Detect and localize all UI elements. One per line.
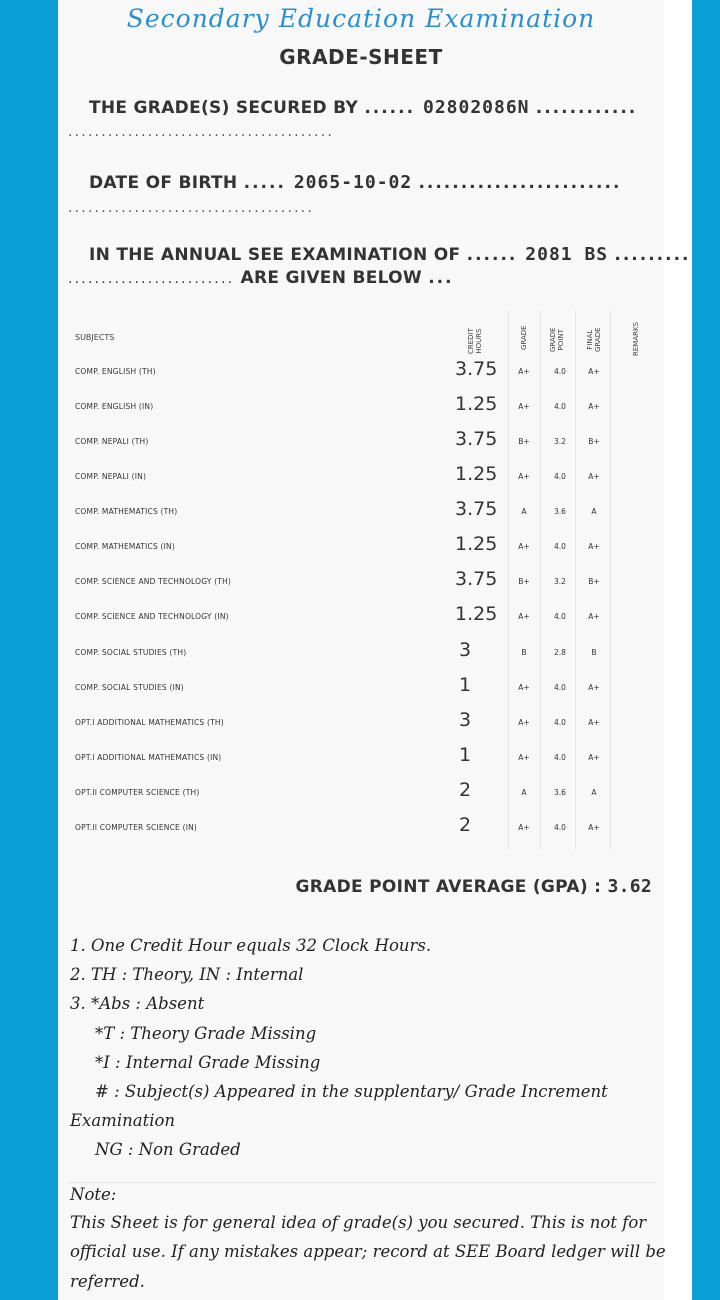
credit-hours: 1.25 [455,393,498,415]
final-grade: A+ [588,402,600,411]
header-credit-hours: CREDIT HOURS [467,328,483,354]
subject-name: COMP. ENGLISH (TH) [75,367,156,376]
dotted-line: ........................................ [68,124,335,140]
subject-name: COMP. SOCIAL STUDIES (TH) [75,648,187,657]
grade-point: 4.0 [554,472,566,481]
grade-point: 4.0 [554,542,566,551]
grade: A+ [518,823,530,832]
note-item: 1. One Credit Hour equals 32 Clock Hours. [70,936,432,955]
note-item: Examination [70,1111,176,1130]
credit-hours: 3.75 [455,568,498,590]
subject-name: OPT.II COMPUTER SCIENCE (IN) [75,823,198,832]
credit-hours: 1.25 [455,463,498,485]
final-grade: A [591,788,597,797]
final-grade: A+ [588,753,600,762]
grade-point: 4.0 [554,402,566,411]
credit-hours: 3.75 [455,498,498,520]
symbol-number: 02802086N [422,97,530,118]
table-row [58,671,664,706]
note-item: 2. TH : Theory, IN : Internal [70,965,304,984]
dotted-line: ..................................... [68,200,315,216]
credit-hours: 1.25 [455,533,498,555]
note-item: NG : Non Graded [95,1140,241,1159]
secured-by-label: THE GRADE(S) SECURED BY [89,98,359,118]
header-remarks: REMARKS [632,321,640,356]
subject-name: COMP. MATHEMATICS (IN) [75,542,175,551]
subject-name: COMP. ENGLISH (IN) [75,402,154,411]
subject-name: COMP. NEPALI (IN) [75,472,147,481]
credit-hours: 2 [459,779,472,801]
subject-name: COMP. MATHEMATICS (TH) [75,507,178,516]
exam-label: IN THE ANNUAL SEE EXAMINATION OF [89,245,461,265]
grade-point: 4.0 [554,718,566,727]
credit-hours: 3 [459,639,472,661]
grade: A+ [518,402,530,411]
subject-name: COMP. SCIENCE AND TECHNOLOGY (IN) [75,612,229,621]
final-grade: B+ [588,577,600,586]
final-grade: A+ [588,472,600,481]
given-below-label: ARE GIVEN BELOW [240,268,422,288]
credit-hours: 1 [459,744,472,766]
grade-point: 3.6 [554,507,566,516]
final-grade: A+ [588,823,600,832]
page-subtitle: GRADE-SHEET [279,45,443,69]
grade: A+ [518,472,530,481]
dob-value: 2065-10-02 [293,172,413,193]
right-border [664,0,692,1300]
grade-point: 3.2 [554,577,566,586]
grade-point: 4.0 [554,683,566,692]
dob-label: DATE OF BIRTH [89,173,238,193]
subject-name: COMP. SOCIAL STUDIES (IN) [75,683,184,692]
grade: A+ [518,753,530,762]
grade-point: 2.8 [554,648,566,657]
given-below-line: ......................... ARE GIVEN BELOW ... [68,268,454,288]
grade-point: 3.6 [554,788,566,797]
table-row [58,355,664,390]
grade-point: 3.2 [554,437,566,446]
header-grade: GRADE [520,325,528,350]
secured-by-line: THE GRADE(S) SECURED BY ...... 02802086N ............ [89,97,638,118]
disclaimer-text: official use. If any mistakes appear; record at SEE Board ledger will be [70,1242,666,1261]
grade: A+ [518,683,530,692]
dob-line: DATE OF BIRTH ..... 2065-10-02 ........................ [89,172,622,193]
credit-hours: 3 [459,709,472,731]
grade: A+ [518,542,530,551]
gpa-value: 3.62 [607,876,652,897]
subject-name: OPT.II COMPUTER SCIENCE (TH) [75,788,200,797]
grade-point: 4.0 [554,823,566,832]
table-row [58,811,664,846]
credit-hours: 1.25 [455,603,498,625]
final-grade: B [591,648,597,657]
table-row [58,706,664,741]
grade-sheet [58,0,691,1300]
final-grade: A [591,507,597,516]
grade-point: 4.0 [554,612,566,621]
disclaimer-label: Note: [70,1185,117,1204]
note-item: *I : Internal Grade Missing [95,1053,321,1072]
gpa-line [296,876,652,897]
grade: A+ [518,718,530,727]
gpa-label: GRADE POINT AVERAGE (GPA) : [295,877,602,897]
grade-point: 4.0 [554,753,566,762]
final-grade: A+ [588,683,600,692]
disclaimer-text: This Sheet is for general idea of grade(s) you secured. This is not for [70,1213,647,1232]
subject-name: COMP. NEPALI (TH) [75,437,149,446]
grade: A [521,788,527,797]
table-row [58,565,664,600]
disclaimer-text: referred. [70,1272,145,1291]
grade: B [521,648,527,657]
table-row [58,636,664,671]
table-row [58,495,664,530]
final-grade: A+ [588,718,600,727]
header-final-grade: FINAL GRADE [586,327,602,352]
table-row [58,425,664,460]
credit-hours: 3.75 [455,358,498,380]
page-title: Secondary Education Examination [126,4,596,33]
credit-hours: 1 [459,674,472,696]
final-grade: A+ [588,367,600,376]
header-grade-point: GRADE POINT [549,327,565,352]
note-item: 3. *Abs : Absent [70,994,205,1013]
credit-hours: 2 [459,814,472,836]
table-row [58,600,664,635]
final-grade: B+ [588,437,600,446]
header-subjects: SUBJECTS [75,333,115,342]
exam-year: 2081 BS [525,244,609,265]
final-grade: A+ [588,542,600,551]
table-row [58,460,664,495]
subject-name: OPT.I ADDITIONAL MATHEMATICS (TH) [75,718,224,727]
note-item: # : Subject(s) Appeared in the supplentary/ Grade Increment [95,1082,608,1101]
grade-point: 4.0 [554,367,566,376]
exam-line: IN THE ANNUAL SEE EXAMINATION OF ...... 2081 BS ......... [89,244,691,265]
divider [68,1182,654,1183]
grade: A+ [518,612,530,621]
final-grade: A+ [588,612,600,621]
table-row [58,390,664,425]
grade: A [521,507,527,516]
subject-name: COMP. SCIENCE AND TECHNOLOGY (TH) [75,577,232,586]
table-row [58,776,664,811]
table-row [58,741,664,776]
note-item: *T : Theory Grade Missing [95,1024,317,1043]
grade: B+ [518,437,530,446]
grade: A+ [518,367,530,376]
subject-name: OPT.I ADDITIONAL MATHEMATICS (IN) [75,753,222,762]
grade: B+ [518,577,530,586]
credit-hours: 3.75 [455,428,498,450]
table-row [58,530,664,565]
